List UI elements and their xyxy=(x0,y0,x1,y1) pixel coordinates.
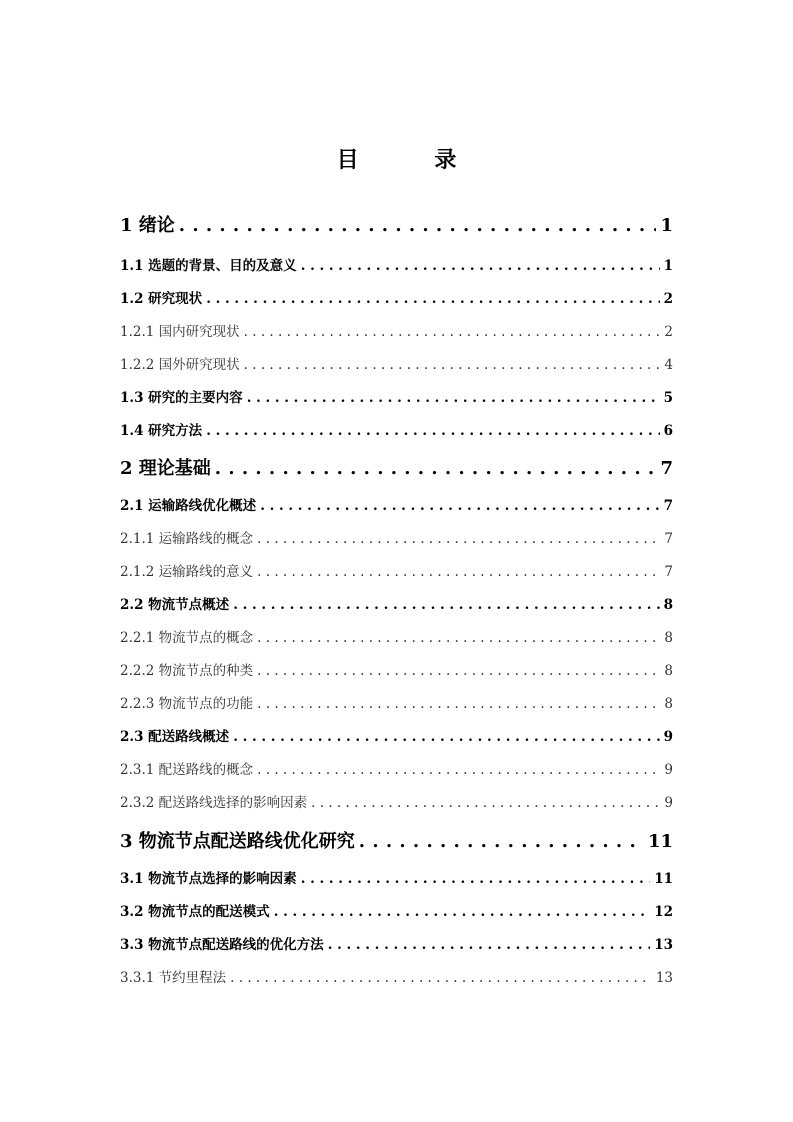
toc-entry-page: 8 xyxy=(663,597,673,613)
toc-entry-page: 9 xyxy=(664,795,673,811)
toc-entry-label: 2.2.2 物流节点的种类 xyxy=(120,663,254,679)
dot-leader xyxy=(301,871,651,887)
dot-leader xyxy=(359,831,644,852)
toc-entry[interactable] xyxy=(120,900,673,920)
toc-entry-label: 2.1 运输路线优化概述 xyxy=(120,498,257,514)
toc-entry-label: 2.3.2 配送路线选择的影响因素 xyxy=(120,795,308,811)
toc-entry-page: 8 xyxy=(664,630,673,646)
dot-leader xyxy=(233,597,659,613)
toc-entry-label: 3.3.1 节约里程法 xyxy=(120,970,227,986)
toc-entry[interactable] xyxy=(120,867,673,887)
toc-entry[interactable] xyxy=(120,593,673,613)
toc-entry-page: 2 xyxy=(663,291,673,307)
toc-entry[interactable] xyxy=(120,494,673,514)
toc-entry-label: 2.1.2 运输路线的意义 xyxy=(120,564,254,580)
toc-entry-page: 8 xyxy=(664,696,673,712)
toc-entry[interactable] xyxy=(120,659,673,679)
toc-entry-label: 1.1 选题的背景、目的及意义 xyxy=(120,258,297,274)
toc-entry-label: 2.3 配送路线概述 xyxy=(120,729,230,745)
toc-entry[interactable] xyxy=(120,287,673,307)
toc-entry-page: 13 xyxy=(655,970,673,986)
dot-leader xyxy=(257,564,660,580)
toc-entry[interactable] xyxy=(120,353,673,373)
toc-entry-label: 2.2.1 物流节点的概念 xyxy=(120,630,254,646)
toc-entry-label: 3.1 物流节点选择的影响因素 xyxy=(120,871,297,887)
toc-entry[interactable] xyxy=(120,933,673,953)
dot-leader xyxy=(311,795,660,811)
toc-entry[interactable] xyxy=(120,692,673,712)
toc-entry-label: 1.3 研究的主要内容 xyxy=(120,390,243,406)
toc-entry-page: 11 xyxy=(654,871,673,887)
toc-entry-page: 9 xyxy=(663,729,673,745)
toc-entry-label: 3 物流节点配送路线优化研究 xyxy=(120,831,355,852)
dot-leader xyxy=(247,390,660,406)
toc-entry-label: 1.2.2 国外研究现状 xyxy=(120,357,240,373)
dot-leader xyxy=(257,663,660,679)
dot-leader xyxy=(274,904,651,920)
toc-entry[interactable] xyxy=(120,758,673,778)
toc-entry[interactable] xyxy=(120,454,673,480)
toc-entry[interactable] xyxy=(120,419,673,439)
toc-entry[interactable] xyxy=(120,527,673,547)
dot-leader xyxy=(215,458,657,479)
toc-entry-label: 3.2 物流节点的配送模式 xyxy=(120,904,270,920)
dot-leader xyxy=(257,696,660,712)
toc-entry[interactable] xyxy=(120,320,673,340)
toc-entry[interactable] xyxy=(120,725,673,745)
toc-entry-page: 2 xyxy=(664,324,673,340)
toc-entry-label: 2 理论基础 xyxy=(120,458,211,479)
toc-entry[interactable] xyxy=(120,626,673,646)
toc-entry-label: 1 绪论 xyxy=(120,215,175,236)
toc-entry-label: 2.1.1 运输路线的概念 xyxy=(120,531,254,547)
toc-entry-label: 2.2 物流节点概述 xyxy=(120,597,230,613)
dot-leader xyxy=(260,498,659,514)
toc-entry[interactable] xyxy=(120,254,673,274)
toc-entry-page: 7 xyxy=(664,564,673,580)
toc-entry-page: 12 xyxy=(654,904,673,920)
toc-entry[interactable] xyxy=(120,386,673,406)
toc-title: 目 录 xyxy=(336,147,491,173)
toc-entry-page: 7 xyxy=(660,458,673,479)
dot-leader xyxy=(244,324,661,340)
toc-entry-page: 7 xyxy=(664,531,673,547)
dot-leader xyxy=(179,215,657,236)
toc-entry-page: 5 xyxy=(663,390,673,406)
dot-leader xyxy=(206,423,659,439)
toc-entry-page: 7 xyxy=(663,498,673,514)
toc-entry[interactable] xyxy=(120,791,673,811)
dot-leader xyxy=(206,291,659,307)
toc-entry-page: 6 xyxy=(663,423,673,439)
toc-entry[interactable] xyxy=(120,211,673,237)
toc-entry-page: 1 xyxy=(663,258,673,274)
toc-entry[interactable] xyxy=(120,827,673,853)
toc-entry-page: 4 xyxy=(664,357,673,373)
dot-leader xyxy=(328,937,651,953)
toc-entry-page: 1 xyxy=(660,215,673,236)
toc-entry-page: 13 xyxy=(654,937,673,953)
toc-entry-label: 1.2 研究现状 xyxy=(120,291,203,307)
dot-leader xyxy=(301,258,660,274)
toc-entry[interactable] xyxy=(120,560,673,580)
toc-entry-page: 9 xyxy=(664,762,673,778)
dot-leader xyxy=(244,357,661,373)
dot-leader xyxy=(233,729,659,745)
dot-leader xyxy=(230,970,652,986)
toc-entry-page: 11 xyxy=(647,831,673,852)
toc-entry-label: 2.2.3 物流节点的功能 xyxy=(120,696,254,712)
toc-entry-label: 1.2.1 国内研究现状 xyxy=(120,324,240,340)
toc-entry-label: 3.3 物流节点配送路线的优化方法 xyxy=(120,937,324,953)
toc-entry[interactable] xyxy=(120,966,673,986)
dot-leader xyxy=(257,531,660,547)
toc-entry-label: 1.4 研究方法 xyxy=(120,423,203,439)
dot-leader xyxy=(257,630,660,646)
toc-entry-page: 8 xyxy=(664,663,673,679)
dot-leader xyxy=(257,762,660,778)
toc-entry-label: 2.3.1 配送路线的概念 xyxy=(120,762,254,778)
